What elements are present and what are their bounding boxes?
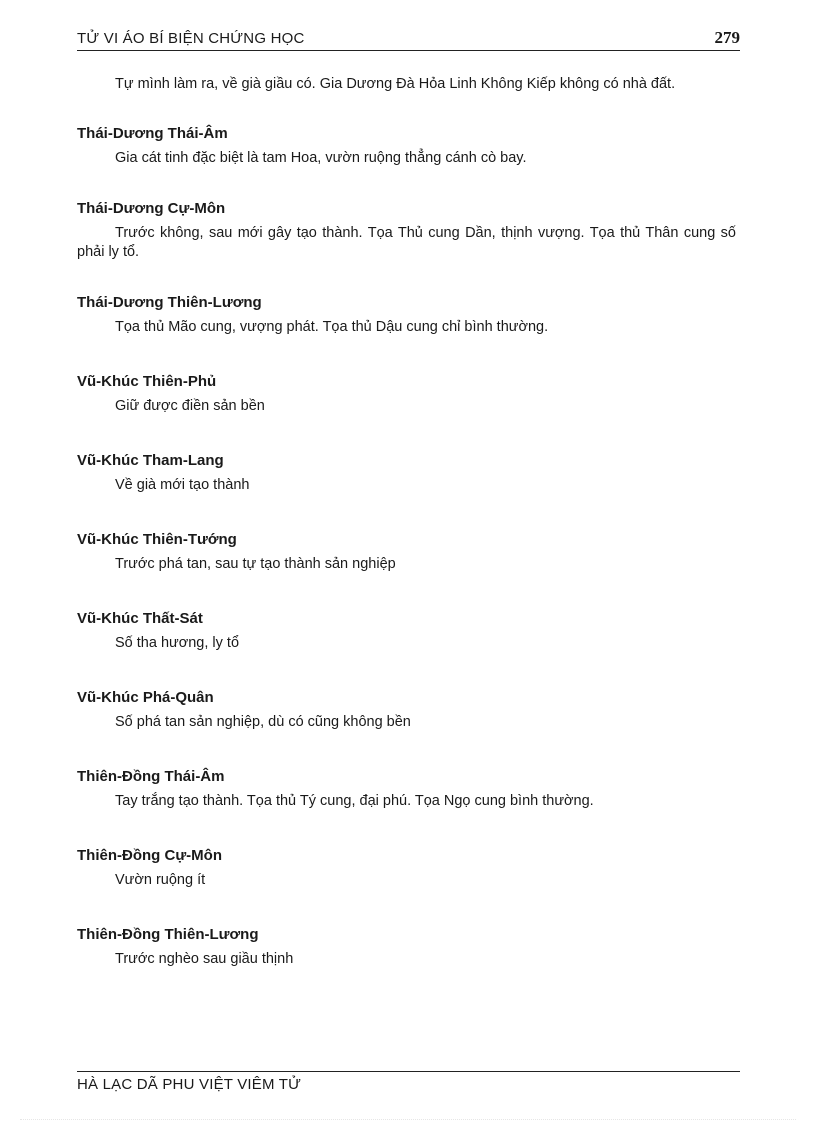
entry-text: Trước phá tan, sau tự tạo thành sản nghiệp — [115, 556, 396, 572]
entry — [77, 452, 736, 495]
entry-title: Vũ-Khúc Thiên-Phủ — [77, 373, 217, 390]
entry-title: Thái-Dương Cự-Môn — [77, 200, 226, 217]
entry — [77, 373, 736, 416]
entry-title: Vũ-Khúc Thiên-Tướng — [77, 531, 237, 548]
intro-paragraph: Tự mình làm ra, về già giầu có. Gia Dương Đà Hỏa Linh Không Kiếp không có nhà đất. — [115, 76, 676, 92]
entry-title: Thiên-Đồng Cự-Môn — [77, 847, 222, 864]
entry-title: Thái-Dương Thiên-Lương — [77, 294, 262, 311]
entry-text: Tay trắng tạo thành. Tọa thủ Tý cung, đại phú. Tọa Ngọ cung bình thường. — [115, 793, 594, 809]
entry-text: Trước nghèo sau giầu thịnh — [115, 951, 294, 967]
entry-title: Vũ-Khúc Phá-Quân — [77, 689, 214, 706]
entry-text: Về già mới tạo thành — [115, 477, 250, 493]
header-title: TỬ VI ÁO BÍ BIỆN CHỨNG HỌC — [77, 30, 305, 47]
entry — [77, 531, 736, 574]
entry — [77, 768, 736, 811]
entry — [77, 610, 736, 653]
entry-title: Thiên-Đồng Thiên-Lương — [77, 926, 259, 943]
entry-text: Trước không, sau mới gây tạo thành. Tọa Thủ cung Dần, thịnh vượng. Tọa thủ Thân cung số phải ly tổ. — [77, 225, 736, 260]
entry-text: Giữ được điền sản bền — [115, 398, 265, 414]
page-number: 279 — [714, 28, 740, 47]
entry — [77, 200, 736, 262]
footer-text: HÀ LẠC DÃ PHU VIỆT VIÊM TỬ — [77, 1076, 302, 1093]
entry — [77, 294, 736, 337]
page-edge-divider — [20, 1119, 796, 1120]
entry — [77, 125, 736, 168]
entry-text: Gia cát tinh đặc biệt là tam Hoa, vườn ruộng thẳng cánh cò bay. — [115, 150, 527, 166]
entry-title: Thiên-Đồng Thái-Âm — [77, 768, 225, 785]
page-footer — [77, 1071, 740, 1093]
entry-title: Thái-Dương Thái-Âm — [77, 125, 228, 142]
entry-text: Vườn ruộng ít — [115, 872, 206, 888]
entry — [77, 847, 736, 890]
page-header — [77, 28, 740, 51]
page-content — [77, 75, 736, 969]
entry-title: Vũ-Khúc Tham-Lang — [77, 452, 224, 469]
entry — [77, 689, 736, 732]
entry-text: Số phá tan sản nghiệp, dù có cũng không bền — [115, 714, 411, 730]
entry — [77, 926, 736, 969]
entry-title: Vũ-Khúc Thất-Sát — [77, 610, 203, 627]
entry-text: Tọa thủ Mão cung, vượng phát. Tọa thủ Dậu cung chỉ bình thường. — [115, 319, 549, 335]
entry-text: Số tha hương, ly tổ — [115, 635, 240, 651]
